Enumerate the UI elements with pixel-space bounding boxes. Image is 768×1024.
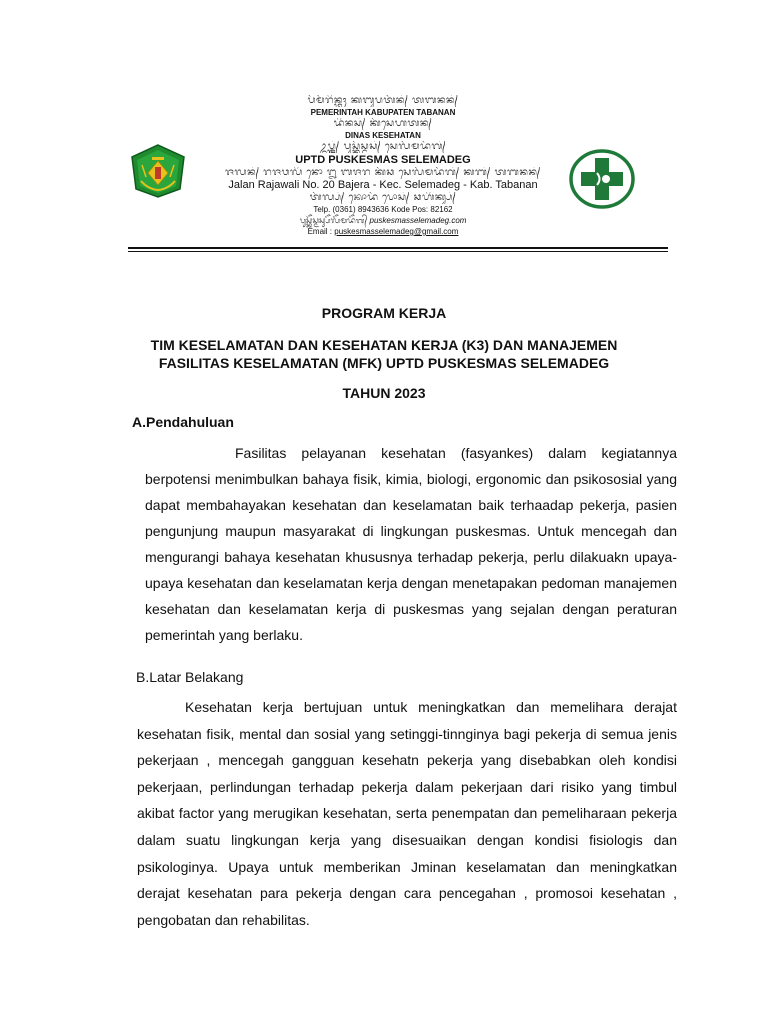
address: Jalan Rajawali No. 20 Bajera - Kec. Selemadeg - Kab. Tabanan (228, 179, 538, 191)
government-name: PEMERINTAH KABUPATEN TABANAN (310, 108, 456, 117)
website[interactable]: puskesmasselemadeg.com (369, 216, 467, 225)
letterhead-divider-thick (128, 247, 668, 249)
balinese-script-website: ᬧᬸᬲ᭄ᬓᭂᬲ᭄ᬫᬲ᭄ᬲᭂᬮᭂᬫᬤᭂᬕ᭄ (299, 216, 368, 225)
balinese-script-unit: ᬉᬧ᭄ᬢ᭄ᬤ᭄ ᬧᬸᬲ᭄ᬓᭂᬲ᭄ᬫᬲ᭄ ᬲᬾᬮᭂᬫᬤᭂᬕ᭄ (319, 141, 447, 152)
balinese-script-address: ᬚᬮᬦ᭄ ᬭᬚᬯᬮᬶ ᬦᭀ ᬍ ᬩᬚᬭ ᬓᭂᬘ ᬲᬾᬮᭂᬫᬤᭂᬕ᭄ ᬓᬩ᭄ ᬢᬩᬦᬦ᭄ (225, 167, 541, 178)
email-line (198, 226, 568, 237)
section-a-paragraph: Fasilitas pelayanan kesehatan (fasyankes) dalam kegiatannya berpotensi menimbulkan bahaya fisik, kimia, biologi, ergonomic dan psikososial yang dapat membahayakan kesehatan dan keselamatan baik terhaadap pekerja, pasien pengunjung maupun masyarakat di lingkungan puskesmas. Untuk mencegah dan mengurangi bahaya kesehatan khususnya terhadap pekerja, perlu dilakuakn upaya-upaya kesehatan dan keselamatan kerja dengan menetapakan pedoman manajemen kesehatan dan keselamatan kerja di puskesmas yang sejalan dengan peraturan pemerintah yang berlaku. (145, 445, 677, 643)
email-label: Email : (307, 227, 333, 236)
document-subtitle (0, 336, 768, 372)
letterhead-divider-thin (128, 251, 668, 252)
letterhead (128, 95, 668, 255)
document-year: TAHUN 2023 (342, 385, 426, 401)
health-cross-emblem-icon (569, 149, 635, 209)
subtitle-line-1: TIM KESELAMATAN DAN KESEHATAN KERJA (K3) DAN MANAJEMEN (150, 337, 618, 353)
section-b-heading: B.Latar Belakang (136, 669, 244, 685)
website-line (198, 215, 568, 226)
document-title: PROGRAM KERJA (321, 305, 447, 321)
email-link[interactable]: puskesmasselemadeg@gmail.com (334, 227, 459, 236)
tabanan-regency-crest-icon (128, 143, 188, 199)
department-name: DINAS KESEHATAN (345, 131, 421, 140)
balinese-script-government: ᬧᭂᬫᭂᬭᬶᬦ᭄ᬢᬄ ᬓᬩᬸᬧᬢᭂᬦ᭄ ᬢᬩᬦᬦ᭄ (307, 95, 459, 106)
section-b-paragraph: Kesehatan kerja bertujuan untuk meningkatkan dan memelihara derajat kesehatan fisik, mental dan sosial yang setinggi-tinnginya bagi pekerja di semua jenis pekerjaan , mencegah gangguan kesehatn pekerja yang disebabkan oleh kondisi pekerjaan, perlindungan terhadap pekerja dalam pekerjaan dari risiko yang timbul akibat factor yang merugikan kesehatan, serta penempatan dan pemeliharaan pekerja dalam suatu lingkungan kerja yang disesuaikan dengan kondisi fisiologis dan psikologinya. Upaya untuk memberikan Jminan keselamatan dan meningkatkan derajat kesehatan para pekerja dengan cara pencegahan , promosoi kesehatan , pengobatan dan rehabilitas. (137, 699, 677, 928)
section-a-heading: A.Pendahuluan (132, 414, 234, 430)
letterhead-text (198, 95, 568, 237)
unit-name: UPTD PUSKESMAS SELEMADEG (295, 154, 471, 166)
subtitle-line-2: FASILITAS KESELAMATAN (MFK) UPTD PUSKESMAS SELEMADEG (158, 355, 610, 371)
balinese-script-department: ᬤᬶᬦᬲ᭄ ᬓᭂᬲᬾᬳᬢᬦ᭄ (333, 118, 433, 129)
balinese-script-phone: ᬢᭂᬮ᭄ᬧ᭄ ᬓᭀᬤᭂ ᬧᭀᬲ᭄ ᬘᬳᬶᬓ᭄ᬲ᭄ (309, 192, 457, 203)
phone: Telp. (0361) 8943636 Kode Pos: 82162 (313, 205, 453, 214)
